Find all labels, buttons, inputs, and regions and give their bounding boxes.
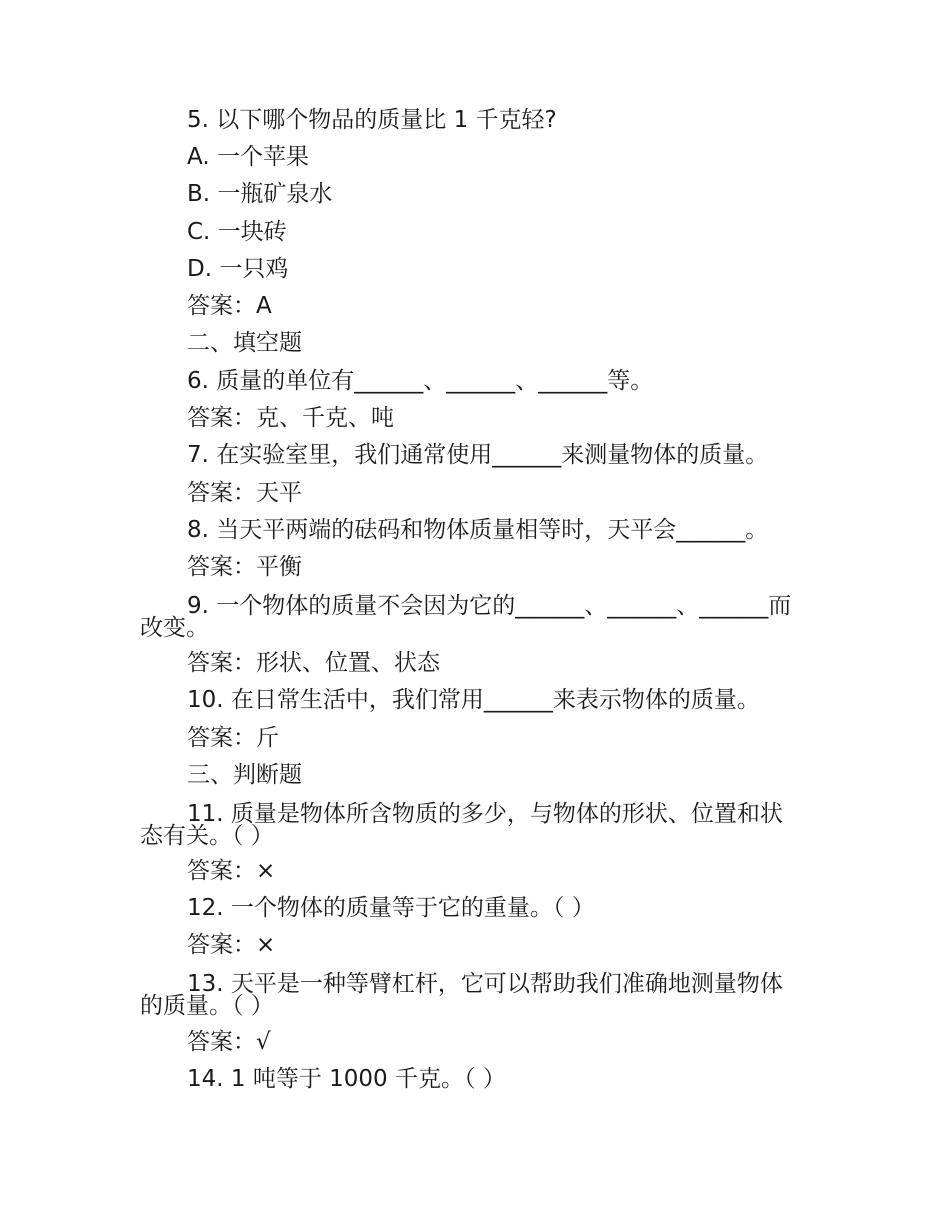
answer-13: 答案：√ [187,1029,271,1055]
question-10: 10. 在日常生活中，我们常用______来表示物体的质量。 [187,687,760,713]
option-d: D. 一只鸡 [187,256,289,282]
answer-6: 答案：克、千克、吨 [187,405,394,431]
section-heading-true-false: 三、判断题 [187,762,302,788]
question-13: 13. 天平是一种等臂杠杆，它可以帮助我们准确地测量物体的质量。（ ） [140,971,783,1019]
section-heading-fill-in: 二、填空题 [187,330,302,356]
answer-11: 答案：× [187,858,276,884]
option-b: B. 一瓶矿泉水 [187,181,333,207]
question-5: 5. 以下哪个物品的质量比 1 千克轻? [187,107,557,133]
answer-12: 答案：× [187,932,276,958]
answer-10: 答案：斤 [187,725,279,751]
question-12: 12. 一个物体的质量等于它的重量。（ ） [187,895,595,921]
answer-5: 答案：A [187,293,272,319]
answer-9: 答案：形状、位置、状态 [187,650,440,676]
question-8: 8. 当天平两端的砝码和物体质量相等时，天平会______。 [187,517,769,543]
question-7: 7. 在实验室里，我们通常使用______来测量物体的质量。 [187,442,769,468]
option-c: C. 一块砖 [187,219,287,245]
question-14: 14. 1 吨等于 1000 千克。（ ） [187,1066,506,1092]
question-9: 9. 一个物体的质量不会因为它的______、______、______而改变。 [140,593,792,641]
answer-7: 答案：天平 [187,480,302,506]
option-a: A. 一个苹果 [187,144,309,170]
question-6: 6. 质量的单位有______、______、______等。 [187,368,654,394]
question-11: 11. 质量是物体所含物质的多少，与物体的形状、位置和状态有关。（ ） [140,801,783,849]
answer-8: 答案：平衡 [187,554,302,580]
